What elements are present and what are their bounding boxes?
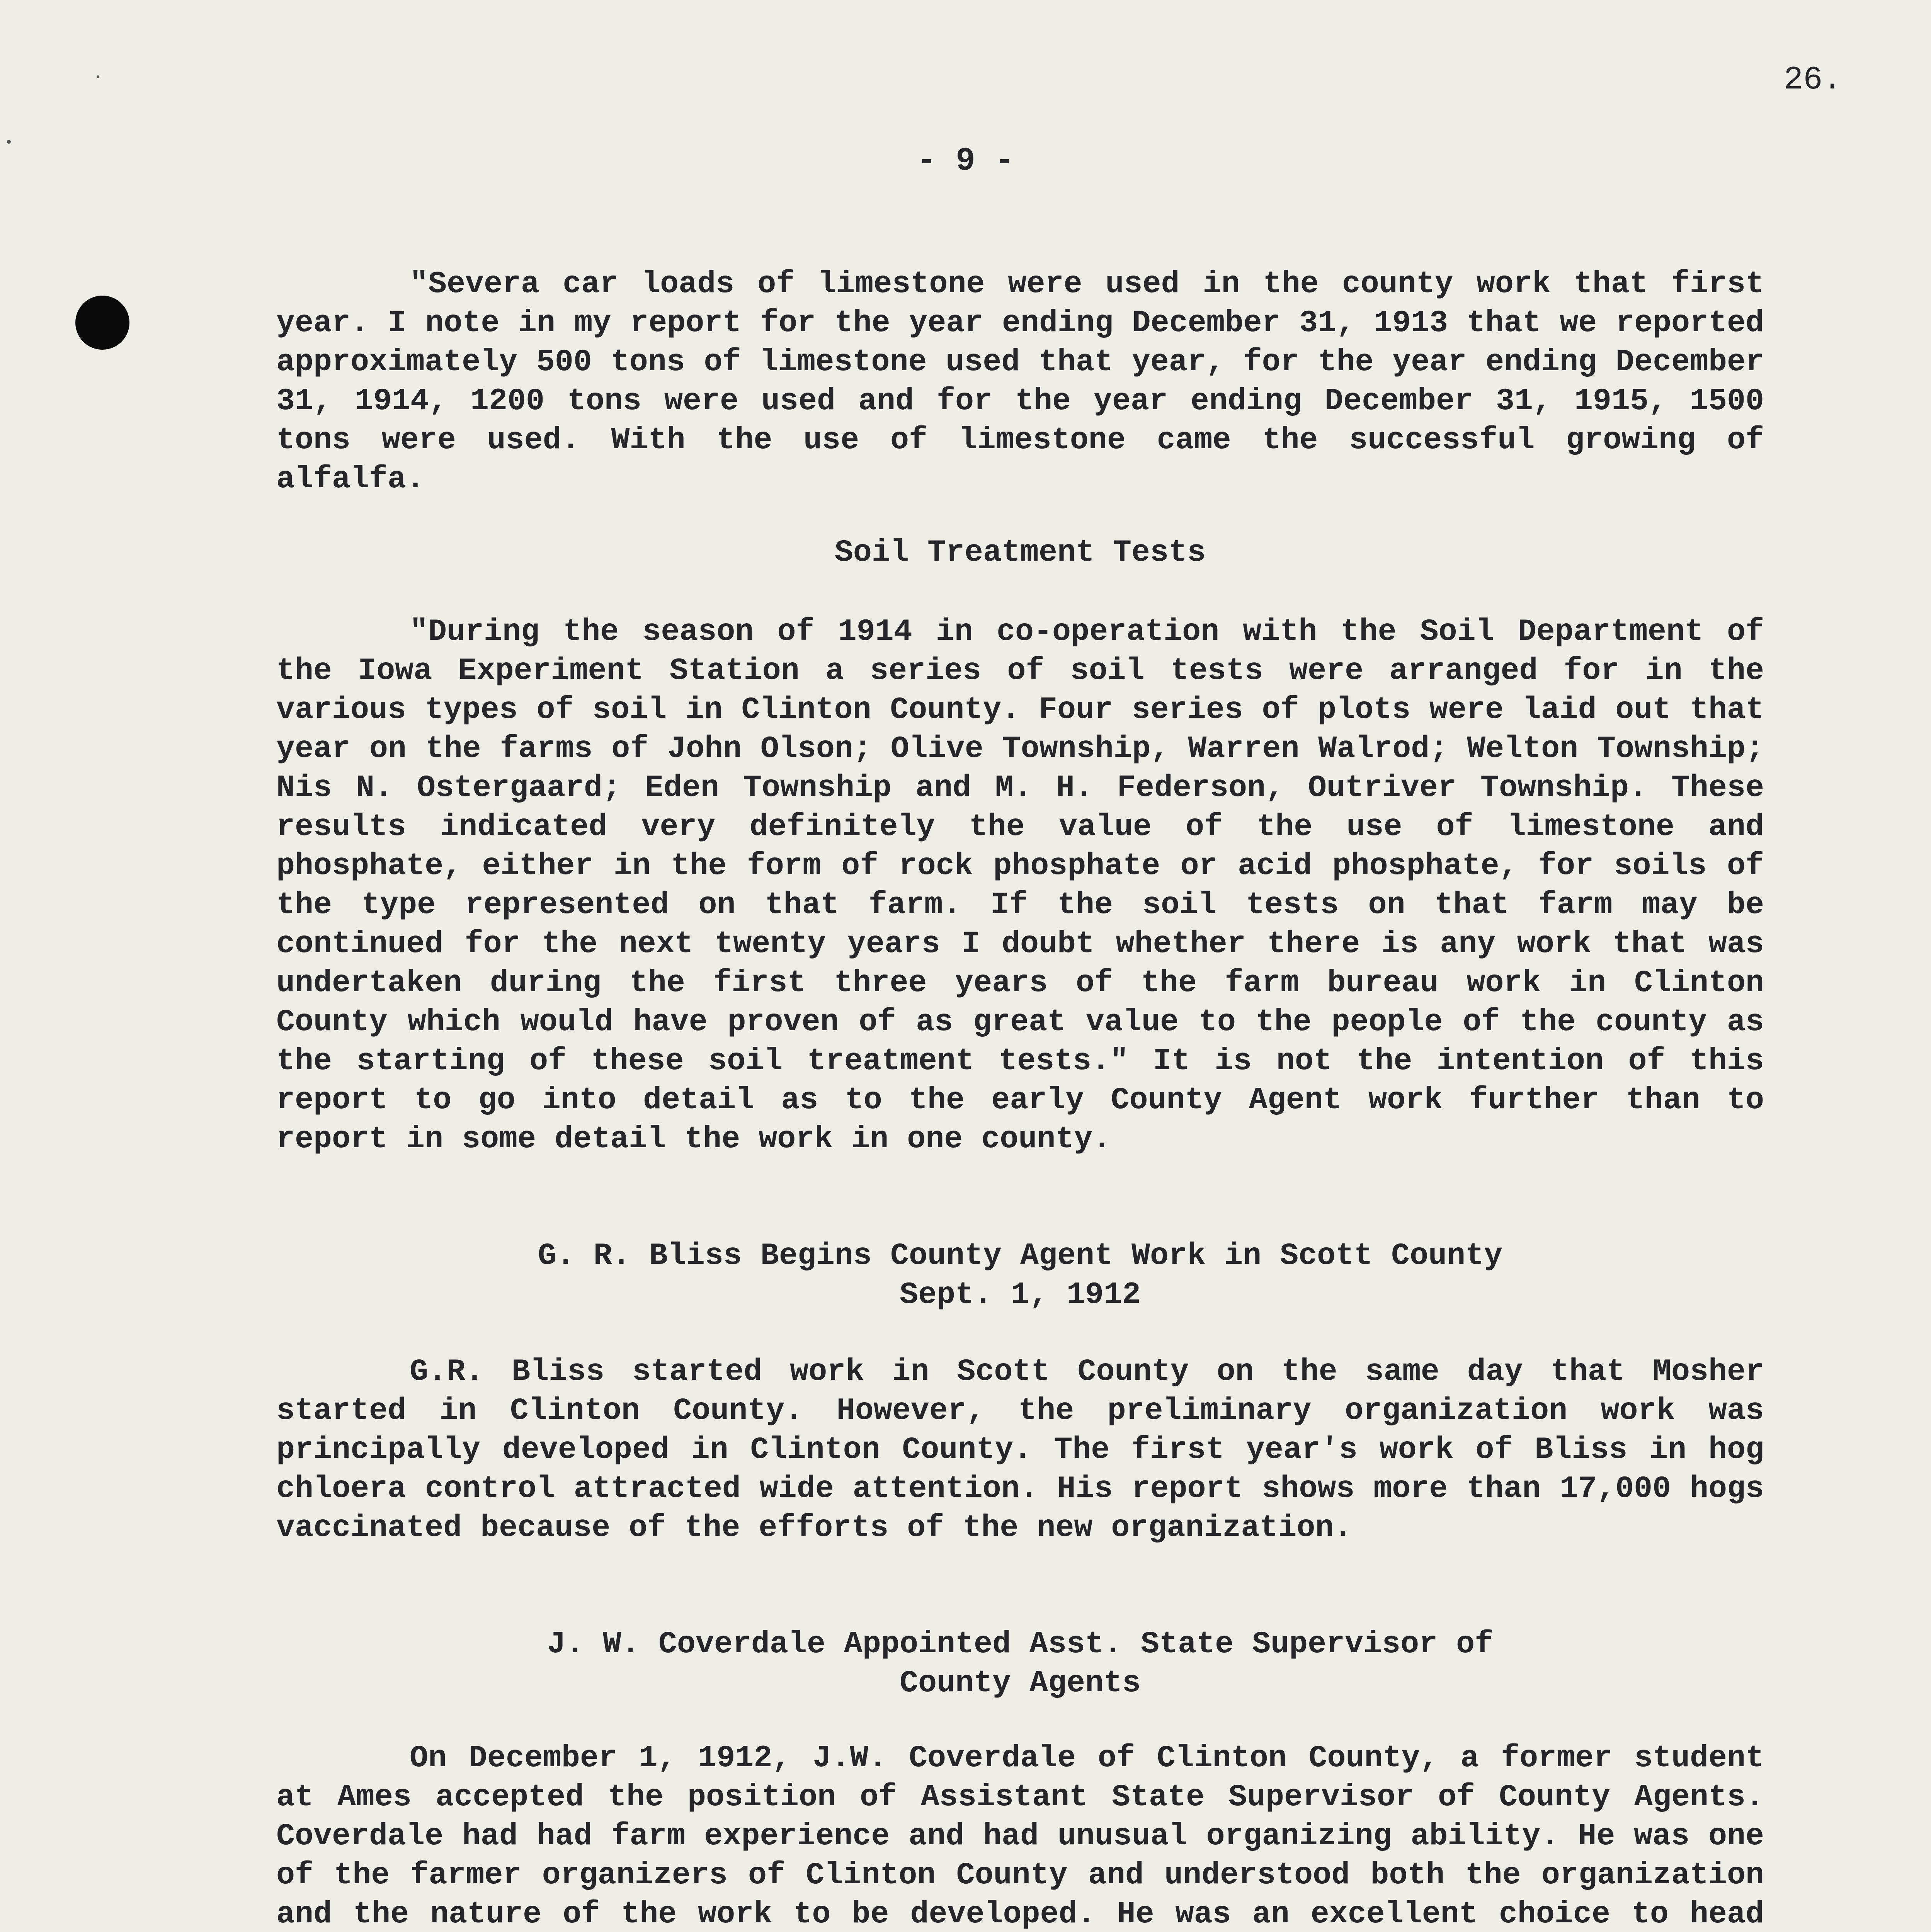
paragraph-soil-tests: "During the season of 1914 in co-operation with the Soil Department of the Iowa Experiment Station a series of soil tests were arranged for in the various types of soil in Clinton County. Four series of plots were laid out that year on the farms of John Olson; Olive Township, Warren Walrod; Welton Township; Nis N. Ostergaard; Eden Township and M. H. Federson, Outriver Township. These results indicated very definitely the value of the use of limestone and phosphate, either in the form of rock phosphate or acid phosphate, for soils of the type represented on that farm. If the soil tests on that farm may be continued for the next twenty years I doubt whether there is any work that was undertaken during the first three years of the farm bureau work in Clinton County which would have proven of as great value to the people of the county as the starting of these soil treatment tests." It is not the intention of this report to go into detail as to the early County Agent work further than to report in some detail the work in one county.	[276, 614, 1764, 1157]
heading-line-1: G. R. Bliss Begins County Agent Work in Scott County	[538, 1238, 1503, 1274]
punch-hole-top	[75, 296, 129, 350]
paragraph-bliss: G.R. Bliss started work in Scott County on the same day that Mosher started in Clinton County. However, the preliminary organization work was principally developed in Clinton County. The first year's work of Bliss in hog chloera control attracted wide attention. His report shows more than 17,000 hogs vaccinated because of the efforts of the new organization.	[276, 1354, 1764, 1546]
heading-line-2: County Agents	[899, 1666, 1141, 1701]
heading-coverdale	[276, 1625, 1764, 1703]
page-number: 26.	[1783, 62, 1842, 99]
heading-text: Soil Treatment Tests	[834, 535, 1206, 570]
heading-bliss	[276, 1236, 1764, 1315]
paragraph-coverdale: On December 1, 1912, J.W. Coverdale of Clinton County, a former student at Ames accepted the position of Assistant State Supervisor of County Agents. Coverdale had had farm experience and had unusual organizing ability. He was one of the farmer organizers of Clinton County and understood both the organization and the nature of the work to be developed. He was an excellent choice to head	[276, 1741, 1764, 1932]
heading-line-2: Sept. 1, 1912	[899, 1277, 1141, 1313]
heading-soil-treatment-tests	[276, 533, 1764, 572]
scan-speck	[97, 75, 99, 78]
paragraph-limestone: "Severa car loads of limestone were used in the county work that first year. I note in my report for the year ending December 31, 1913 that we reported approximately 500 tons of limestone used that year, for the year ending December 31, 1914, 1200 tons were used and for the year ending December 31, 1915, 1500 tons were used. With the use of limestone came the successful growing of alfalfa.	[276, 267, 1764, 497]
section-page-mark: - 9 -	[917, 143, 1014, 180]
heading-line-1: J. W. Coverdale Appointed Asst. State Supervisor of	[547, 1627, 1494, 1662]
